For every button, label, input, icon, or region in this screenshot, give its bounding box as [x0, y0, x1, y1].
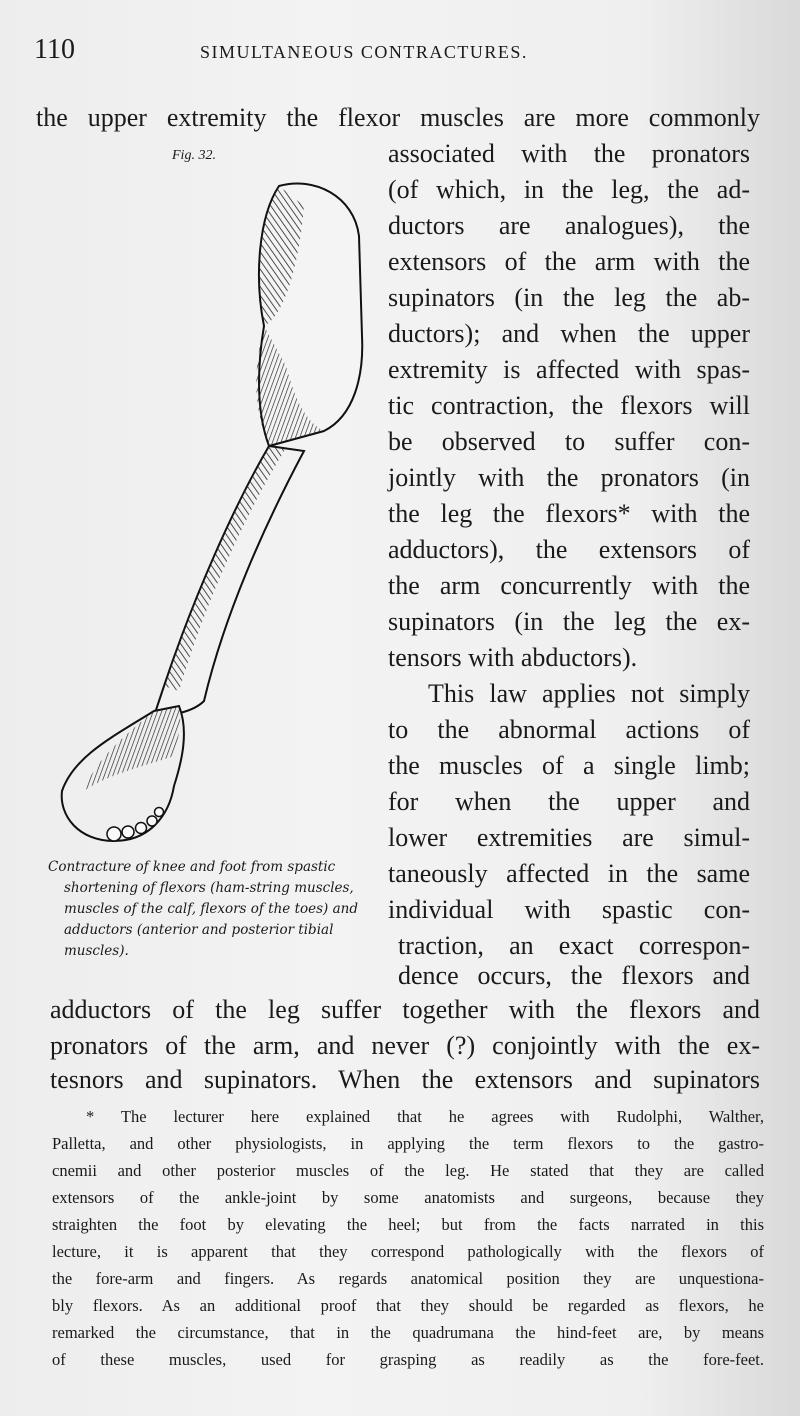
body-line-wrap-4: extensors of the arm with the: [388, 247, 750, 276]
body-line-wrap-18: the muscles of a single limb;: [388, 751, 750, 780]
body-line-wrap-3: ductors are analogues), the: [388, 211, 750, 240]
footnote-line: straighten the foot by elevating the heel; but from the facts narrated in this: [52, 1215, 764, 1234]
body-line-wrap-22: individual with spastic con-: [388, 895, 750, 924]
footnote-line: Palletta, and other physiologists, in applying the term flexors to the gastro-: [52, 1134, 764, 1153]
body-line-wrap-9: be observed to suffer con-: [388, 427, 750, 456]
body-line-wrap-24: dence occurs, the flexors and: [398, 961, 750, 990]
body-line-wrap-12: adductors), the extensors of: [388, 535, 750, 564]
body-line-wrap-20: lower extremities are simul-: [388, 823, 750, 852]
footnote-line: remarked the circumstance, that in the quadrumana the hind-feet are, by means: [52, 1323, 764, 1342]
body-line-full-2: pronators of the arm, and never (?) conjointly with the ex-: [50, 1031, 760, 1060]
body-line-wrap-8: tic contraction, the flexors will: [388, 391, 750, 420]
body-line-wrap-17: to the abnormal actions of: [388, 715, 750, 744]
body-line-wrap-10: jointly with the pronators (in: [388, 463, 750, 492]
body-line-wrap-7: extremity is affected with spas-: [388, 355, 750, 384]
body-line-wrap-16: This law applies not simply: [428, 679, 750, 708]
body-line-wrap-6: ductors); and when the upper: [388, 319, 750, 348]
leg-illustration: [54, 176, 374, 856]
footnote-line: cnemii and other posterior muscles of the leg. He stated that they are called: [52, 1161, 764, 1180]
body-line-wrap-23: traction, an exact correspon-: [398, 931, 750, 960]
footnote-line: lecture, it is apparent that they correspond pathologically with the flexors of: [52, 1242, 764, 1261]
body-line-wrap-14: supinators (in the leg the ex-: [388, 607, 750, 636]
caption-line: muscles).: [64, 943, 129, 959]
caption-line: shortening of flexors (ham-string muscles,: [64, 880, 354, 896]
body-line-wrap-1: associated with the pronators: [388, 139, 750, 168]
body-line-wrap-13: the arm concurrently with the: [388, 571, 750, 600]
body-line-wrap-19: for when the upper and: [388, 787, 750, 816]
footnote-line: bly flexors. As an additional proof that they should be regarded as flexors, he: [52, 1296, 764, 1315]
footnote-line: the fore-arm and fingers. As regards anatomical position they are unquestiona-: [52, 1269, 764, 1288]
caption-line: adductors (anterior and posterior tibial: [64, 922, 334, 938]
running-title: SIMULTANEOUS CONTRACTURES.: [200, 42, 528, 62]
footnote-line: of these muscles, used for grasping as readily as the fore-feet.: [52, 1350, 764, 1369]
body-line-wrap-2: (of which, in the leg, the ad-: [388, 175, 750, 204]
body-line-wrap-15: tensors with abductors).: [388, 643, 638, 672]
caption-line: muscles of the calf, flexors of the toes) and: [64, 901, 358, 917]
caption-line: Contracture of knee and foot from spastic: [48, 859, 336, 875]
body-line-wrap-21: taneously affected in the same: [388, 859, 750, 888]
footnote-line: extensors of the ankle-joint by some anatomists and surgeons, because they: [52, 1188, 764, 1207]
body-line-wrap-11: the leg the flexors* with the: [388, 499, 750, 528]
footnote-line: * The lecturer here explained that he agrees with Rudolphi, Walther,: [86, 1107, 764, 1126]
body-line-full-1: adductors of the leg suffer together with the flexors and: [50, 995, 760, 1024]
figure-label: Fig. 32.: [172, 148, 216, 163]
page-number: 110: [34, 34, 75, 65]
body-line-full-3: tesnors and supinators. When the extensors and supinators: [50, 1065, 760, 1094]
figure-caption: [48, 857, 392, 962]
body-line-first: the upper extremity the flexor muscles are more commonly: [36, 103, 760, 132]
body-line-wrap-5: supinators (in the leg the ab-: [388, 283, 750, 312]
